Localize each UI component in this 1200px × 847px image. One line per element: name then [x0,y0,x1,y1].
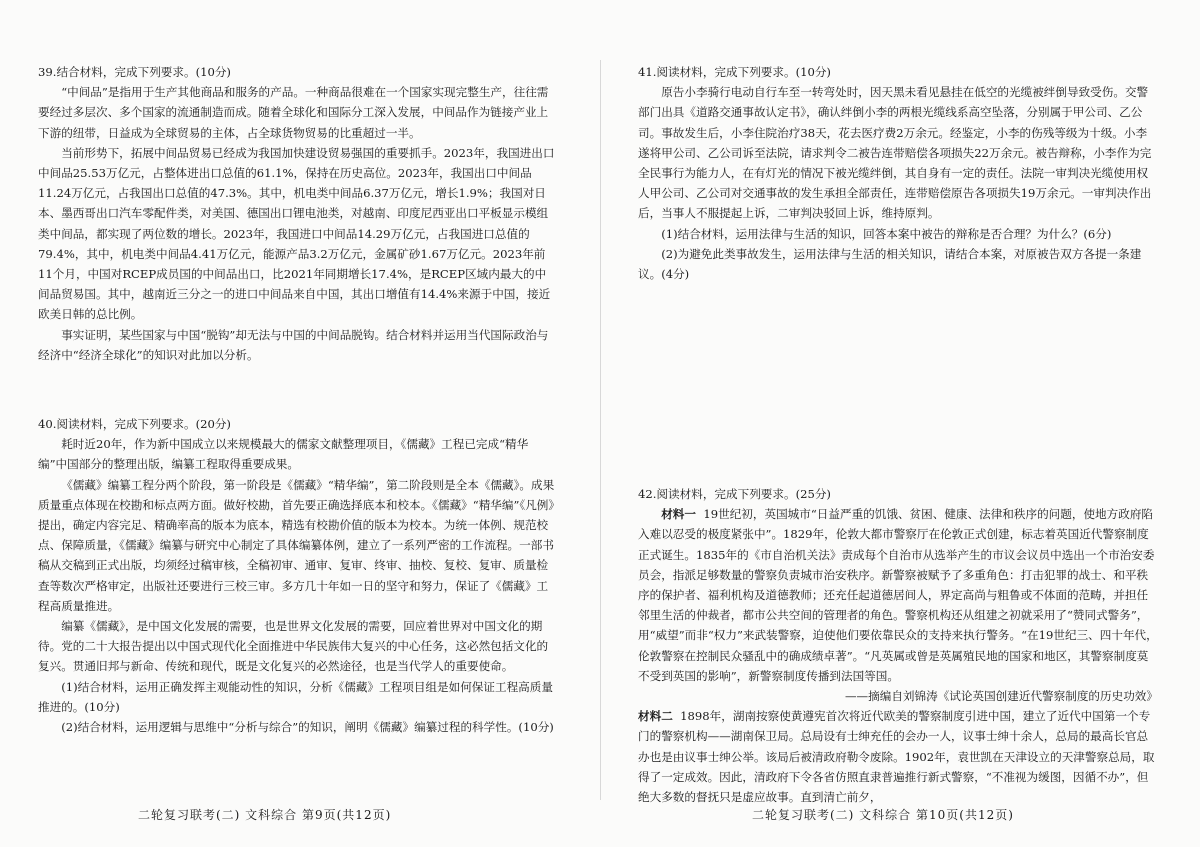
material-one-label: 材料一 [661,507,696,522]
question-40 [38,414,556,737]
question-41-subquestion-2: (2)为避免此类事故发生，运用法律与生活的相关知识，请结合本案，对原被告双方各提一条建议。(4分) [638,246,1142,282]
question-41-subquestion-1: (1)结合材料，运用法律与生活的知识，回答本案中被告的辩称是否合理？为什么？(6分) [661,226,1112,241]
question-40-paragraph: 编纂《儒藏》，是中国文化发展的需要，也是世界文化发展的需要，回应着世界对中国文化的期待。党的二十大报告提出以中国式现代化全面推进中华民族伟大复兴的中心任务，这必然包括文化的复兴。贯通旧邦与新命、传统和现代，既是文化复兴的必然途径，也是当代学人的重要使命。 [38,619,549,674]
question-39-paragraph: “中间品”是指用于生产其他商品和服务的产品。一种商品很难在一个国家实现完整生产，往往需要经过多层次、多个国家的流通制造而成。随着全球化和国际分工深入发展，中间品作为链接产业上下游的纽带，日益成为全球贸易的主体，占全球货物贸易的比重超过一半。 [38,85,549,140]
material-two-label: 材料二 [638,709,673,724]
question-41-paragraph: 原告小李骑行电动自行车至一转弯处时，因天黑未看见悬挂在低空的光缆被绊倒导致受伤。交警部门出具《道路交通事故认定书》，确认绊倒小李的两根光缆线系高空坠落，分别属于甲公司、乙公司。事故发生后，小李住院治疗38天，花去医疗费2万余元。经鉴定，小李的伤残等级为十级。小李遂将甲公司、乙公司诉至法院，请求判令二被告连带赔偿各项损失22万余元。被告辩称，小李作为完全民事行为能力人，在有灯光的情况下被光缆绊倒，其自身有一定的责任。法院一审判决光缆使用权人甲公司、乙公司对交通事故的发生承担全部责任，连带赔偿原告各项损失19万余元。一审判决作出后，当事人不服提起上诉，二审判决驳回上诉，维持原判。 [638,85,1152,221]
material-two-text: 1898年，湖南按察使黄遵宪首次将近代欧美的警察制度引进中国，建立了近代中国第一个专门的警察机构——湖南保卫局。总局设有士绅充任的会办一人，议事士绅十余人，总局的最高长官总办也是由议事士绅公举。该局后被清政府勒令废除。1902年，袁世凯在天津设立的天津警察总局，取得了一定成效。因此，清政府下令各省仿照直隶普遍推行新式警察，“不准视为缓图，因循不办”，但绝大多数的督抚只是虚应故事。直到清亡前夕， [638,709,1155,805]
question-40-subquestion-1: (1)结合材料，运用正确发挥主观能动性的知识，分析《儒藏》工程项目组是如何保证工程高质量推进的。(10分) [38,679,553,714]
question-39 [38,62,556,365]
material-one-text: 19世纪初，英国城市“日益严重的饥饿、贫困、健康、法律和秩序的问题，使地方政府陷入难以忍受的极度紧张中”。1829年，伦敦大都市警察厅在伦敦正式创建，标志着英国近代警察制度正式诞生。1835年的《市自治机关法》责成每个自治市从选举产生的市议会议员中选出一个市治安委员会，指派足够数量的警察负责城市治安秩序。新警察被赋予了多重角色：打击犯罪的战士、和平秩序的保护者、福利机构及道德教师；还充任起道德居间人，界定高尚与粗鲁或不体面的范畴，并担任邻里生活的仲裁者，都市公共空间的管理者的角色。警察机构还从组建之初就采用了“赞同式警务”，用“威望”而非“权力”来武装警察，迫使他们要依靠民众的支持来执行警务。“在19世纪三、四十年代，伦敦警察在控制民众骚乱中的确成绩卓著”。“凡英属或曾是英属殖民地的国家和地区，其警察制度莫不受到英国的影响”，新警察制度传播到法国等国。 [638,507,1158,683]
question-41-heading: 41.阅读材料，完成下列要求。(10分) [638,65,831,79]
page-divider [600,60,601,800]
material-one-source: ——摘编自刘锦涛《试论英国创建近代警察制度的历史功效》 [844,689,1158,704]
question-41 [638,62,1158,284]
question-40-paragraph: 耗时近20年，作为新中国成立以来规模最大的儒家文献整理项目，《儒藏》工程已完成“精华编”中国部分的整理出版，编纂工程取得重要成果。 [38,437,529,472]
question-40-heading: 40.阅读材料，完成下列要求。(20分) [38,417,231,431]
question-42 [638,484,1158,807]
footer-left-page: 二轮复习联考(二) 文科综合 第9页(共12页) [138,808,392,822]
question-39-paragraph: 当前形势下，拓展中间品贸易已经成为我国加快建设贸易强国的重要抓手。2023年，我国进出口中间品25.53万亿元，占整体进出口总值的61.1%，保持在历史高位。2023年，我国出口中间品11.24万亿元，占我国出口总值的47.3%。其中，机电类中间品6.37万亿元，增长1.9%；我国对日本、墨西哥出口汽车零配件类，对美国、德国出口锂电池类，对越南、印度尼西亚出口平板显示模组类中间品，都实现了两位数的增长。2023年，我国进口中间品14.29万亿元，占我国进口总值的79.4%，其中，机电类中间品4.41万亿元，能源产品3.2万亿元，金属矿砂1.67万亿元。2023年前11个月，中国对RCEP成员国的中间品出口，比2021年同期增长17.4%，是RCEP区域内最大的中间品贸易国。其中，越南近三分之一的进口中间品来自中国，其出口增值有14.4%来源于中国，接近欧美日韩的总比例。 [38,145,555,322]
question-42-heading: 42.阅读材料，完成下列要求。(25分) [638,487,831,501]
footer-right-page: 二轮复习联考(二) 文科综合 第10页(共12页) [752,808,1014,822]
material-two [638,706,1158,807]
question-40-paragraph: 《儒藏》编纂工程分两个阶段，第一阶段是《儒藏》“精华编”，第二阶段则是全本《儒藏》。成果质量重点体现在校勘和标点两方面。做好校勘，首先要正确选择底本和校本。《儒藏》“精华编”《凡例》提出，确定内容完足、精确率高的版本为底本，精选有校勘价值的版本为校本。为统一体例、规范校点、保障质量，《儒藏》编纂与研究中心制定了具体编纂体例，建立了一系列严密的工作流程。一部书稿从交稿到正式出版，均须经过稿审核，全稿初审、通审、复审、终审、抽校、复校、复审、质量检查等数次严格审定，出版社还要进行三校三审。多方几十年如一日的坚守和努力，保证了《儒藏》工程高质量推进。 [38,477,555,613]
material-one [638,504,1158,686]
question-39-paragraph: 事实证明，某些国家与中国“脱钩”却无法与中国的中间品脱钩。结合材料并运用当代国际政治与经济中“经济全球化”的知识对此加以分析。 [38,327,549,362]
question-39-heading: 39.结合材料，完成下列要求。(10分) [38,65,231,79]
question-40-subquestion-2: (2)结合材料，运用逻辑与思维中“分析与综合”的知识，阐明《儒藏》编纂过程的科学性。(10分) [61,720,554,735]
